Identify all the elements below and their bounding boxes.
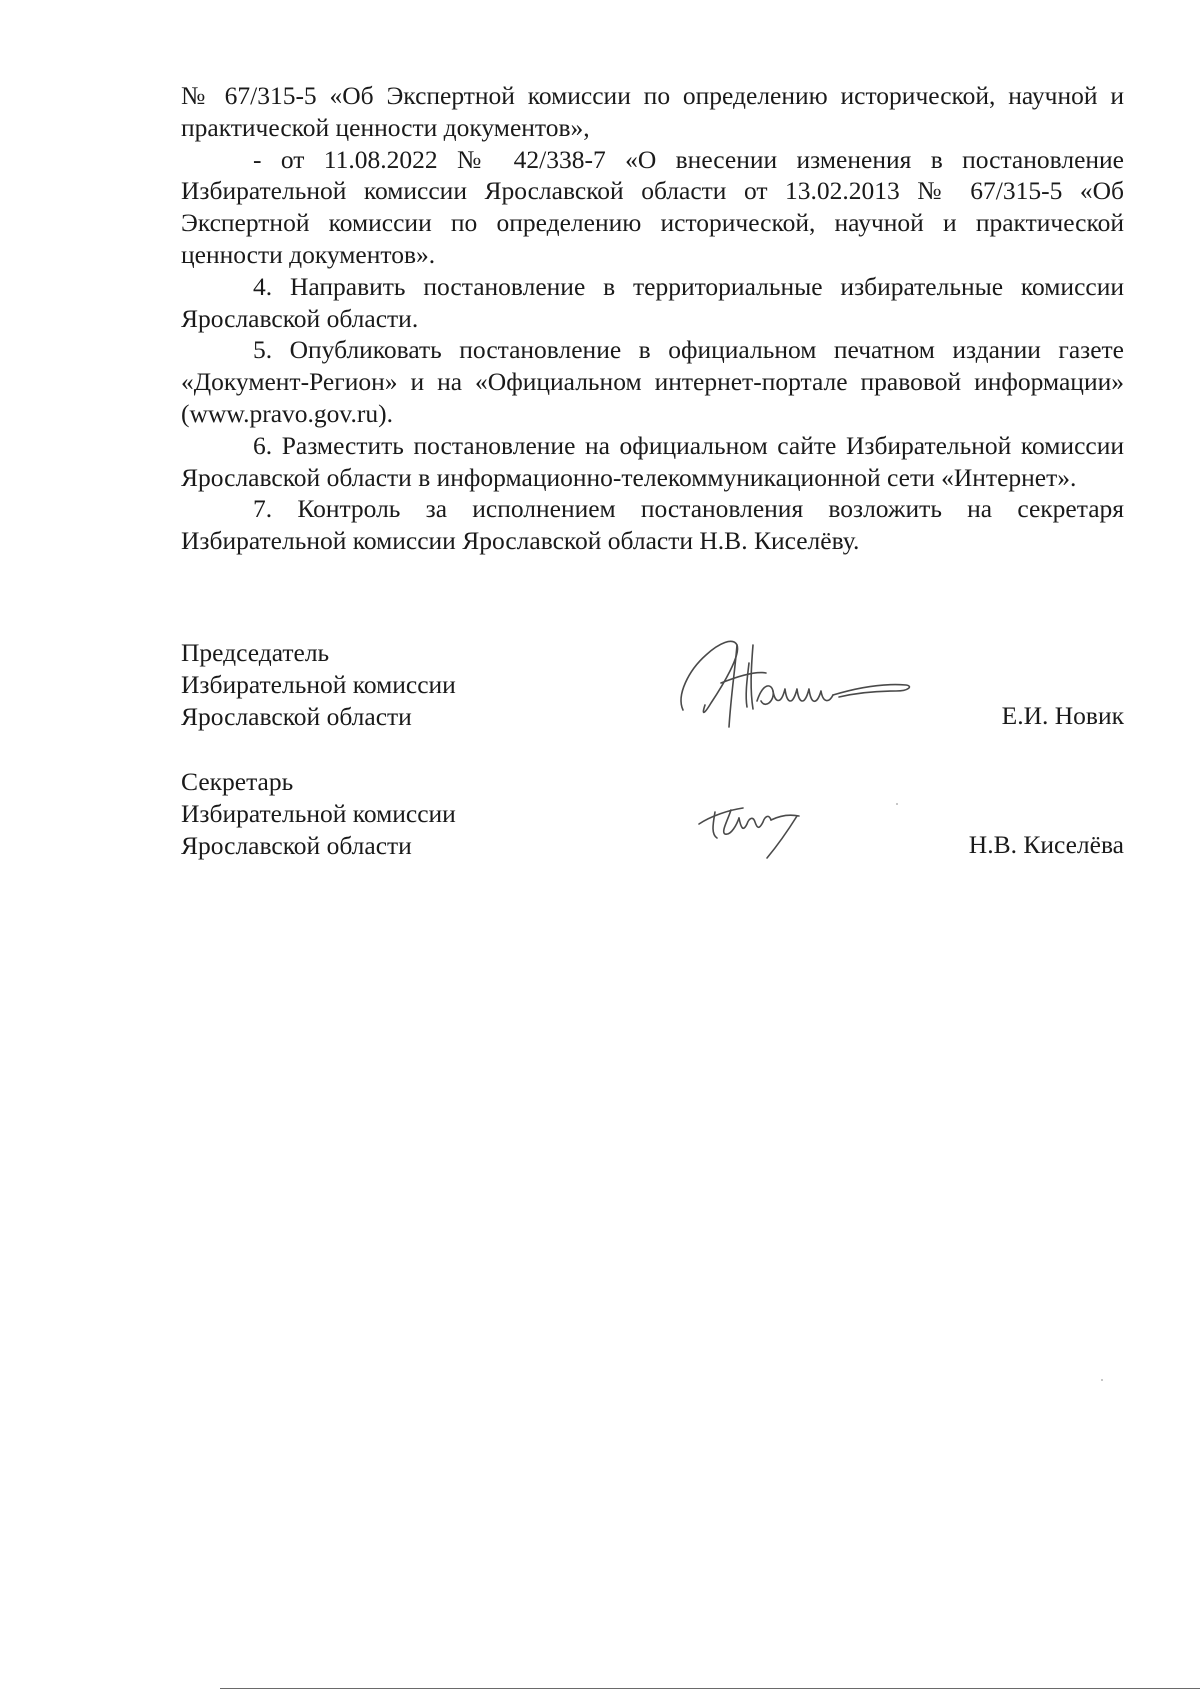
- chairman-role: [181, 637, 601, 732]
- chairman-name: Е.И. Новик: [1001, 701, 1124, 730]
- chairman-signature-block: [181, 637, 1124, 737]
- secretary-handwritten-signature: [691, 794, 851, 864]
- paragraph-continuation: № 67/315-5 «Об Экспертной комиссии по определению исторической, научной и практической ценности документов»,: [181, 81, 1124, 142]
- paragraph-item-6: 6. Разместить постановление на официальном сайте Избирательной комиссии Ярославской области в информационно-телекоммуникационной сети «Интернет».: [181, 430, 1124, 492]
- footer-rule: [220, 1688, 1200, 1689]
- paragraph-item-7: 7. Контроль за исполнением постановления возложить на секретаря Избирательной комиссии Ярославской области Н.В. Киселёву.: [181, 494, 1124, 556]
- chairman-handwritten-signature: [671, 625, 921, 735]
- scan-speck: [1101, 1379, 1103, 1381]
- chairman-role-line: Председатель: [181, 638, 330, 667]
- paragraph-item-5: 5. Опубликовать постановление в официальном печатном издании газете «Документ-Регион» и на «Официальном интернет-портале правовой информации» (www.pravo.gov.ru).: [181, 335, 1124, 428]
- secretary-role-line: Секретарь: [181, 767, 294, 796]
- secretary-name: Н.В. Киселёва: [968, 830, 1124, 859]
- chairman-role-line: Избирательной комиссии: [181, 669, 456, 699]
- scan-speck: [896, 803, 898, 805]
- secretary-role: [181, 766, 601, 861]
- document-body: [181, 80, 1124, 557]
- secretary-role-line: Ярославской области: [181, 830, 412, 860]
- paragraph-item-4: 4. Направить постановление в территориальные избирательные комиссии Ярославской области.: [181, 271, 1124, 333]
- chairman-role-line: Ярославской области: [181, 701, 412, 731]
- paragraph-amendment-reference: - от 11.08.2022 № 42/338-7 «О внесении изменения в постановление Избирательной комиссии Ярославской области от 13.02.2013 № 67/315-5 «Об Экспертной комиссии по определению исторической, научной и практической ценности документов».: [181, 144, 1124, 269]
- secretary-signature-block: [181, 766, 1124, 866]
- secretary-role-line: Избирательной комиссии: [181, 798, 456, 828]
